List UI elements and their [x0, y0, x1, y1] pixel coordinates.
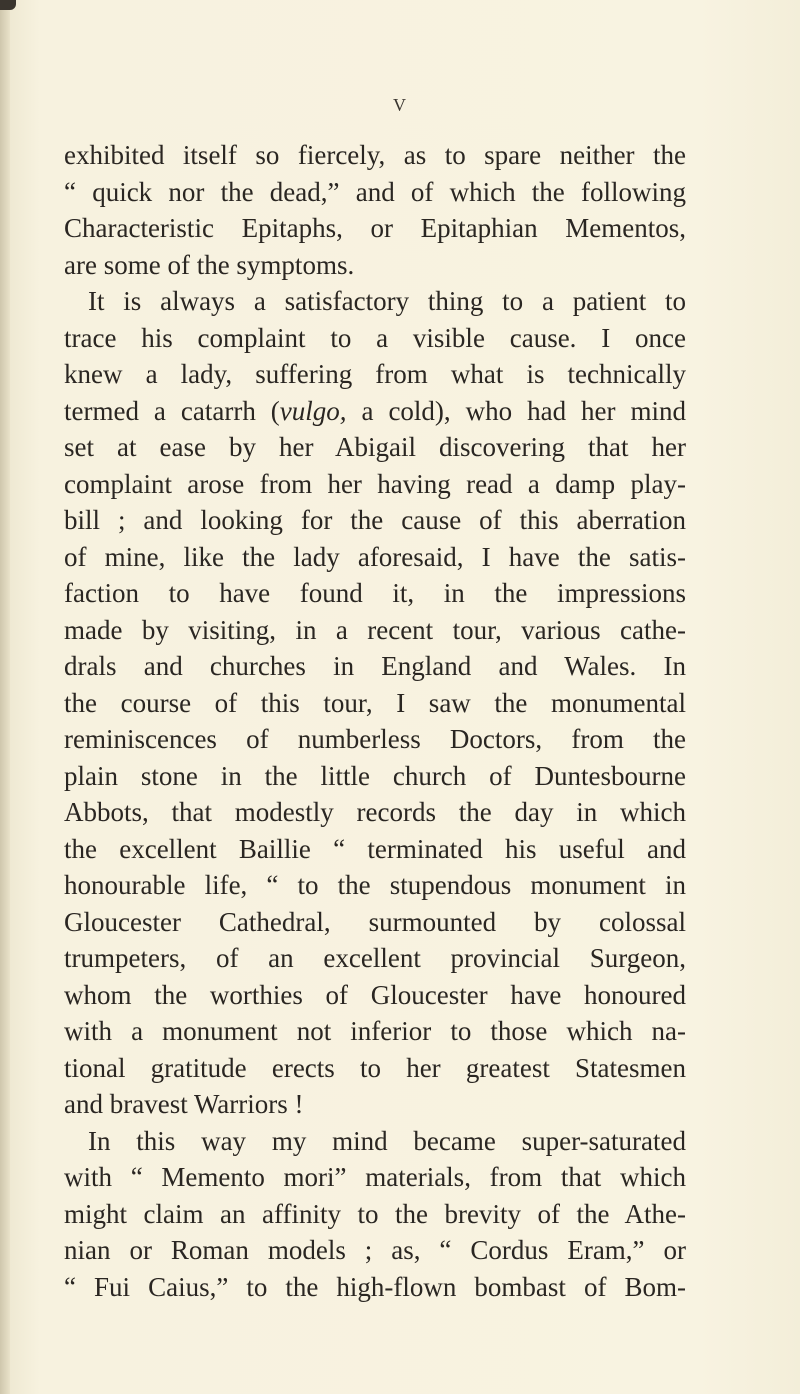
corner-mark	[0, 0, 16, 10]
text-line: Abbots, that modestly records the day in which	[64, 797, 686, 827]
text-line-segment: a cold), who had her mind	[346, 395, 687, 426]
text-line: the excellent Baillie “ terminated his useful and	[64, 833, 686, 864]
page-folio: V	[393, 95, 407, 115]
text-line: In this way my mind became super-saturated	[88, 1125, 686, 1156]
text-line: Characteristic Epitaphs, or Epitaphian Mementos,	[64, 213, 686, 243]
text-line	[64, 393, 686, 430]
text-line: bill ; and looking for the cause of this aberration	[64, 505, 686, 535]
text-line: the course of this tour, I saw the monumental	[64, 687, 686, 718]
text-line: nian or Roman models ; as, “ Cordus Eram,” or	[64, 1235, 686, 1265]
text-line: and bravest Warriors !	[64, 1089, 304, 1119]
text-line: plain stone in the little church of Duntesbourne	[64, 760, 686, 791]
text-line: might claim an affinity to the brevity of the Athe-	[64, 1198, 686, 1229]
text-line: tional gratitude erects to her greatest Statesmen	[64, 1052, 686, 1083]
italic-word: vulgo,	[279, 395, 347, 426]
text-line: “ Fui Caius,” to the high-flown bombast of Bom-	[64, 1271, 686, 1302]
text-line: honourable life, “ to the stupendous monument in	[64, 870, 686, 900]
text-line: It is always a satisfactory thing to a patient to	[88, 286, 686, 316]
text-line: with “ Memento mori” materials, from that which	[64, 1162, 686, 1192]
text-line: with a monument not inferior to those which na-	[64, 1016, 686, 1046]
page-edge-shadow	[0, 0, 10, 1394]
text-line: knew a lady, suffering from what is technically	[64, 359, 686, 389]
text-line: complaint arose from her having read a damp play-	[64, 468, 686, 499]
text-line: exhibited itself so fiercely, as to spare neither the	[64, 140, 686, 170]
text-line: of mine, like the lady aforesaid, I have the satis-	[64, 541, 686, 572]
text-line: trumpeters, of an excellent provincial Surgeon,	[64, 943, 686, 973]
text-line: reminiscences of numberless Doctors, from the	[64, 724, 686, 754]
text-line: made by visiting, in a recent tour, various cathe-	[64, 614, 686, 645]
body-text	[64, 137, 686, 1305]
text-line: drals and churches in England and Wales. In	[64, 651, 686, 681]
text-line: are some of the symptoms.	[64, 249, 355, 280]
text-line-segment: termed a catarrh (	[64, 395, 280, 426]
text-line: faction to have found it, in the impressions	[64, 578, 686, 608]
text-line: trace his complaint to a visible cause. I once	[64, 322, 686, 353]
text-line: set at ease by her Abigail discovering that her	[64, 432, 686, 462]
text-line: “ quick nor the dead,” and of which the following	[64, 176, 686, 207]
text-line: Gloucester Cathedral, surmounted by colossal	[64, 906, 686, 937]
text-line: whom the worthies of Gloucester have honoured	[64, 979, 686, 1010]
